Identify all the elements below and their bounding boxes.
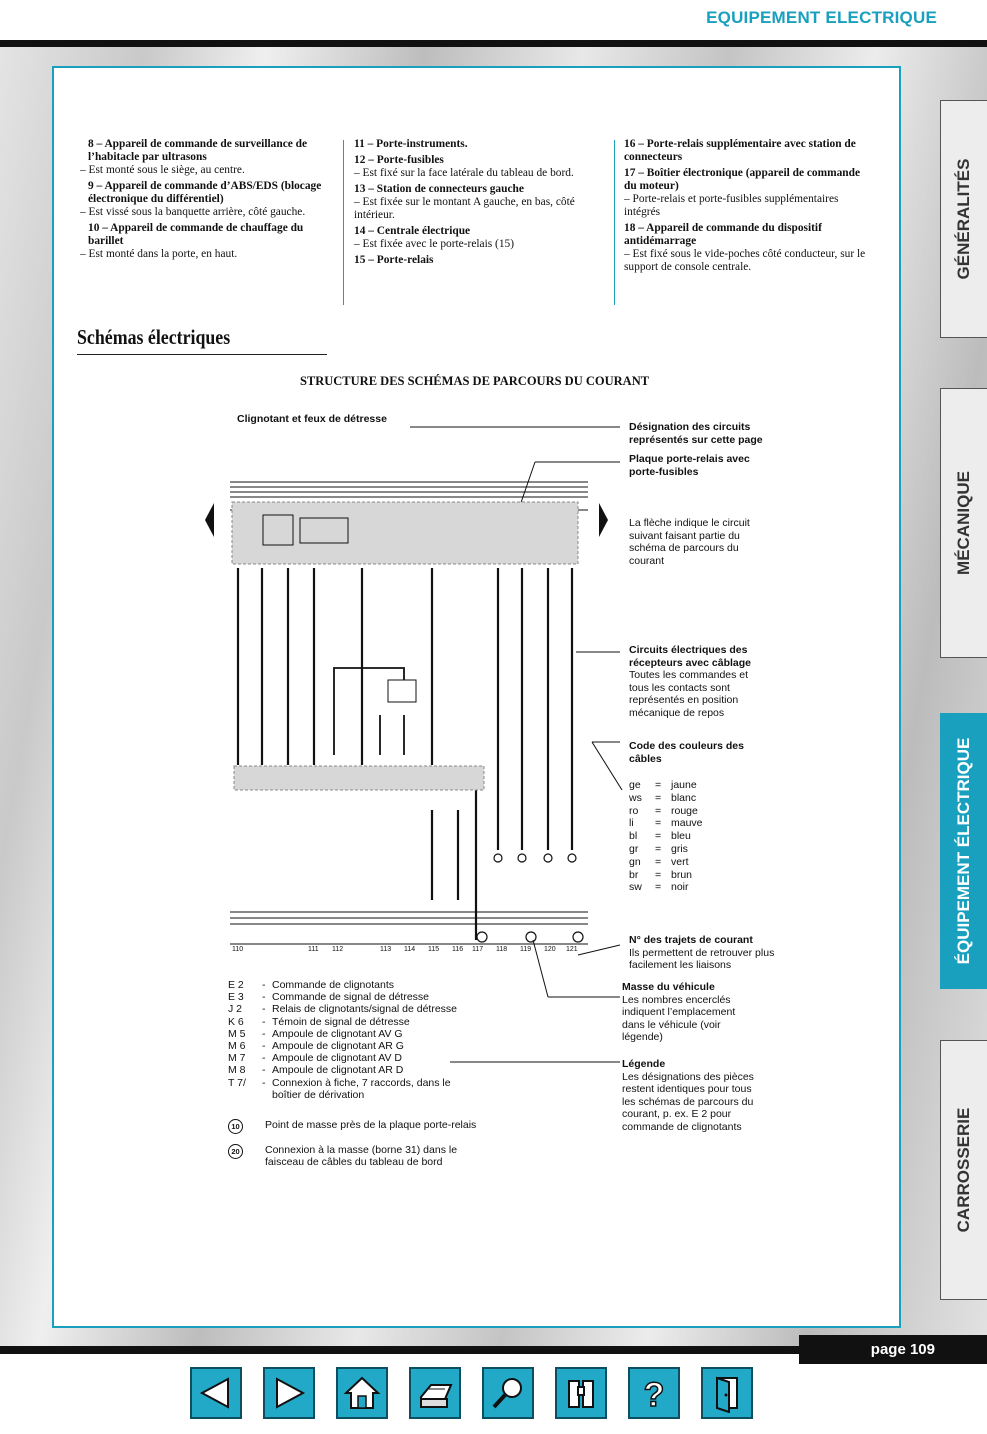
section-title: Schémas électriques bbox=[77, 325, 231, 349]
svg-text:?: ? bbox=[643, 1376, 665, 1413]
arrow-right-icon bbox=[269, 1373, 309, 1413]
arrow-left-icon bbox=[196, 1373, 236, 1413]
list-item: 14 – Centrale électrique – Est fixée avec le porte-relais (15) bbox=[354, 225, 515, 250]
circuit-title: Clignotant et feux de détresse bbox=[237, 413, 387, 425]
print-button[interactable] bbox=[409, 1367, 461, 1419]
color-row: gn = vert bbox=[629, 855, 689, 868]
track-number: 112 bbox=[332, 946, 344, 953]
tab-label: CARROSSERIE bbox=[954, 1107, 973, 1233]
color-code-list bbox=[629, 779, 703, 894]
legend-row: M 5 - Ampoule de clignotant AV G bbox=[228, 1027, 403, 1040]
list-item: 8 – Appareil de commande de surveillance de l’habitacle par ultrasons – Est monté sous le siège, au centre. bbox=[80, 138, 308, 176]
color-row: li = mauve bbox=[629, 817, 703, 830]
legend-row: M 8 - Ampoule de clignotant AR D bbox=[228, 1064, 404, 1077]
binoculars-button[interactable] bbox=[555, 1367, 607, 1419]
track-number: 120 bbox=[544, 946, 556, 953]
list-item: 12 – Porte-fusibles – Est fixé sur la face latérale du tableau de bord. bbox=[354, 154, 574, 179]
list-item: 16 – Porte-relais supplémentaire avec station de connecteurs bbox=[624, 138, 856, 163]
home-button[interactable] bbox=[336, 1367, 388, 1419]
track-number: 115 bbox=[428, 946, 440, 953]
track-number: 113 bbox=[380, 946, 392, 953]
navigation-toolbar bbox=[190, 1367, 774, 1419]
callout-trajets: N° des trajets de courant Ils permettent de retrouver plus facilement les liaisons bbox=[629, 934, 775, 971]
list-item: 9 – Appareil de commande d’ABS/EDS (blocage électronique du différentiel) – Est vissé sous la banquette arrière, côté gauche. bbox=[80, 180, 322, 218]
exit-button[interactable] bbox=[701, 1367, 753, 1419]
track-number: 111 bbox=[308, 946, 319, 953]
home-icon bbox=[342, 1373, 382, 1413]
track-number: 118 bbox=[496, 946, 508, 953]
next-page-button[interactable] bbox=[263, 1367, 315, 1419]
list-item: 17 – Boîtier électronique (appareil de commande du moteur) – Porte-relais et porte-fusibles supplémentaires intégrés bbox=[624, 167, 861, 218]
ground-point-row: 20 Connexion à la masse (borne 31) dans le faisceau de câbles du tableau de bord bbox=[228, 1144, 485, 1168]
legend-row: E 3 - Commande de signal de détresse bbox=[228, 991, 430, 1004]
list-item: 13 – Station de connecteurs gauche – Est fixée sur le montant A gauche, en bas, côté intérieur. bbox=[354, 183, 575, 221]
color-row: bl = bleu bbox=[629, 830, 691, 843]
callout-designation: Désignation des circuits représentés sur cette page bbox=[629, 421, 763, 446]
track-number: 119 bbox=[520, 946, 532, 953]
printer-icon bbox=[415, 1373, 455, 1413]
callout-masse: Masse du véhicule Les nombres encerclés indiquent l’emplacement dans le véhicule (voir légende) bbox=[622, 981, 736, 1043]
track-number: 121 bbox=[566, 946, 578, 953]
list-item: 15 – Porte-relais bbox=[354, 254, 434, 266]
track-number: 114 bbox=[404, 946, 416, 953]
track-number: 110 bbox=[232, 946, 244, 953]
callout-plaque: Plaque porte-relais avec porte-fusibles bbox=[629, 453, 750, 478]
ground-number-badge: 20 bbox=[228, 1144, 243, 1159]
tab-label: MÉCANIQUE bbox=[954, 471, 973, 575]
exit-door-icon bbox=[707, 1373, 747, 1413]
list-item: 18 – Appareil de commande du dispositif antidémarrage – Est fixé sous le vide-poches côté conducteur, sur le support de console centrale. bbox=[624, 222, 866, 273]
color-row: ws = blanc bbox=[629, 791, 697, 804]
color-row: sw = noir bbox=[629, 881, 689, 894]
binoculars-icon bbox=[561, 1373, 601, 1413]
component-legend bbox=[228, 979, 482, 1101]
legend-row: M 6 - Ampoule de clignotant AR G bbox=[228, 1040, 404, 1053]
legend-row: E 2 - Commande de clignotants bbox=[228, 979, 394, 991]
tab-label: GÉNÉRALITÉS bbox=[954, 158, 973, 280]
magnifier-icon bbox=[488, 1373, 528, 1413]
callout-circuits: Circuits électriques des récepteurs avec câblage Toutes les commandes et tous les contacts sont représentés en position mécanique de repos bbox=[629, 644, 751, 719]
track-number: 117 bbox=[472, 946, 484, 953]
color-row: ge = jaune bbox=[629, 779, 697, 791]
legend-row: J 2 - Relais de clignotants/signal de détresse bbox=[228, 1003, 458, 1016]
ground-point-row: 10 Point de masse près de la plaque porte-relais bbox=[228, 1119, 476, 1134]
search-button[interactable] bbox=[482, 1367, 534, 1419]
tab-label: ÉQUIPEMENT ÉLECTRIQUE bbox=[954, 737, 973, 965]
list-item: 11 – Porte-instruments. bbox=[354, 138, 468, 150]
legend-row: T 7/ - Connexion à fiche, 7 raccords, dans le boîtier de dérivation bbox=[228, 1076, 451, 1101]
track-number: 116 bbox=[452, 946, 464, 953]
help-button[interactable] bbox=[628, 1367, 680, 1419]
list-item: 10 – Appareil de commande de chauffage du barillet – Est monté dans la porte, en haut. bbox=[80, 222, 304, 260]
question-icon bbox=[634, 1373, 674, 1413]
page-number: page 109 bbox=[799, 1335, 987, 1364]
legend-row: K 6 - Témoin de signal de détresse bbox=[228, 1015, 410, 1028]
ground-number-badge: 10 bbox=[228, 1119, 243, 1134]
callout-code: Code des couleurs des câbles bbox=[629, 740, 744, 765]
previous-page-button[interactable] bbox=[190, 1367, 242, 1419]
color-row: ro = rouge bbox=[629, 804, 698, 817]
color-row: gr = gris bbox=[629, 842, 688, 855]
callout-fleche: La flèche indique le circuit suivant faisant partie du schéma de parcours du courant bbox=[629, 517, 750, 567]
color-row: br = brun bbox=[629, 868, 693, 881]
header-title: EQUIPEMENT ELECTRIQUE bbox=[706, 8, 937, 27]
legend-row: M 7 - Ampoule de clignotant AV D bbox=[228, 1052, 402, 1065]
callout-legende: Légende Les désignations des pièces restent identiques pour tous les schémas de parcours du courant, p. ex. E 2 pour commande de clignotants bbox=[622, 1058, 754, 1133]
structure-title: STRUCTURE DES SCHÉMAS DE PARCOURS DU COURANT bbox=[299, 374, 650, 388]
